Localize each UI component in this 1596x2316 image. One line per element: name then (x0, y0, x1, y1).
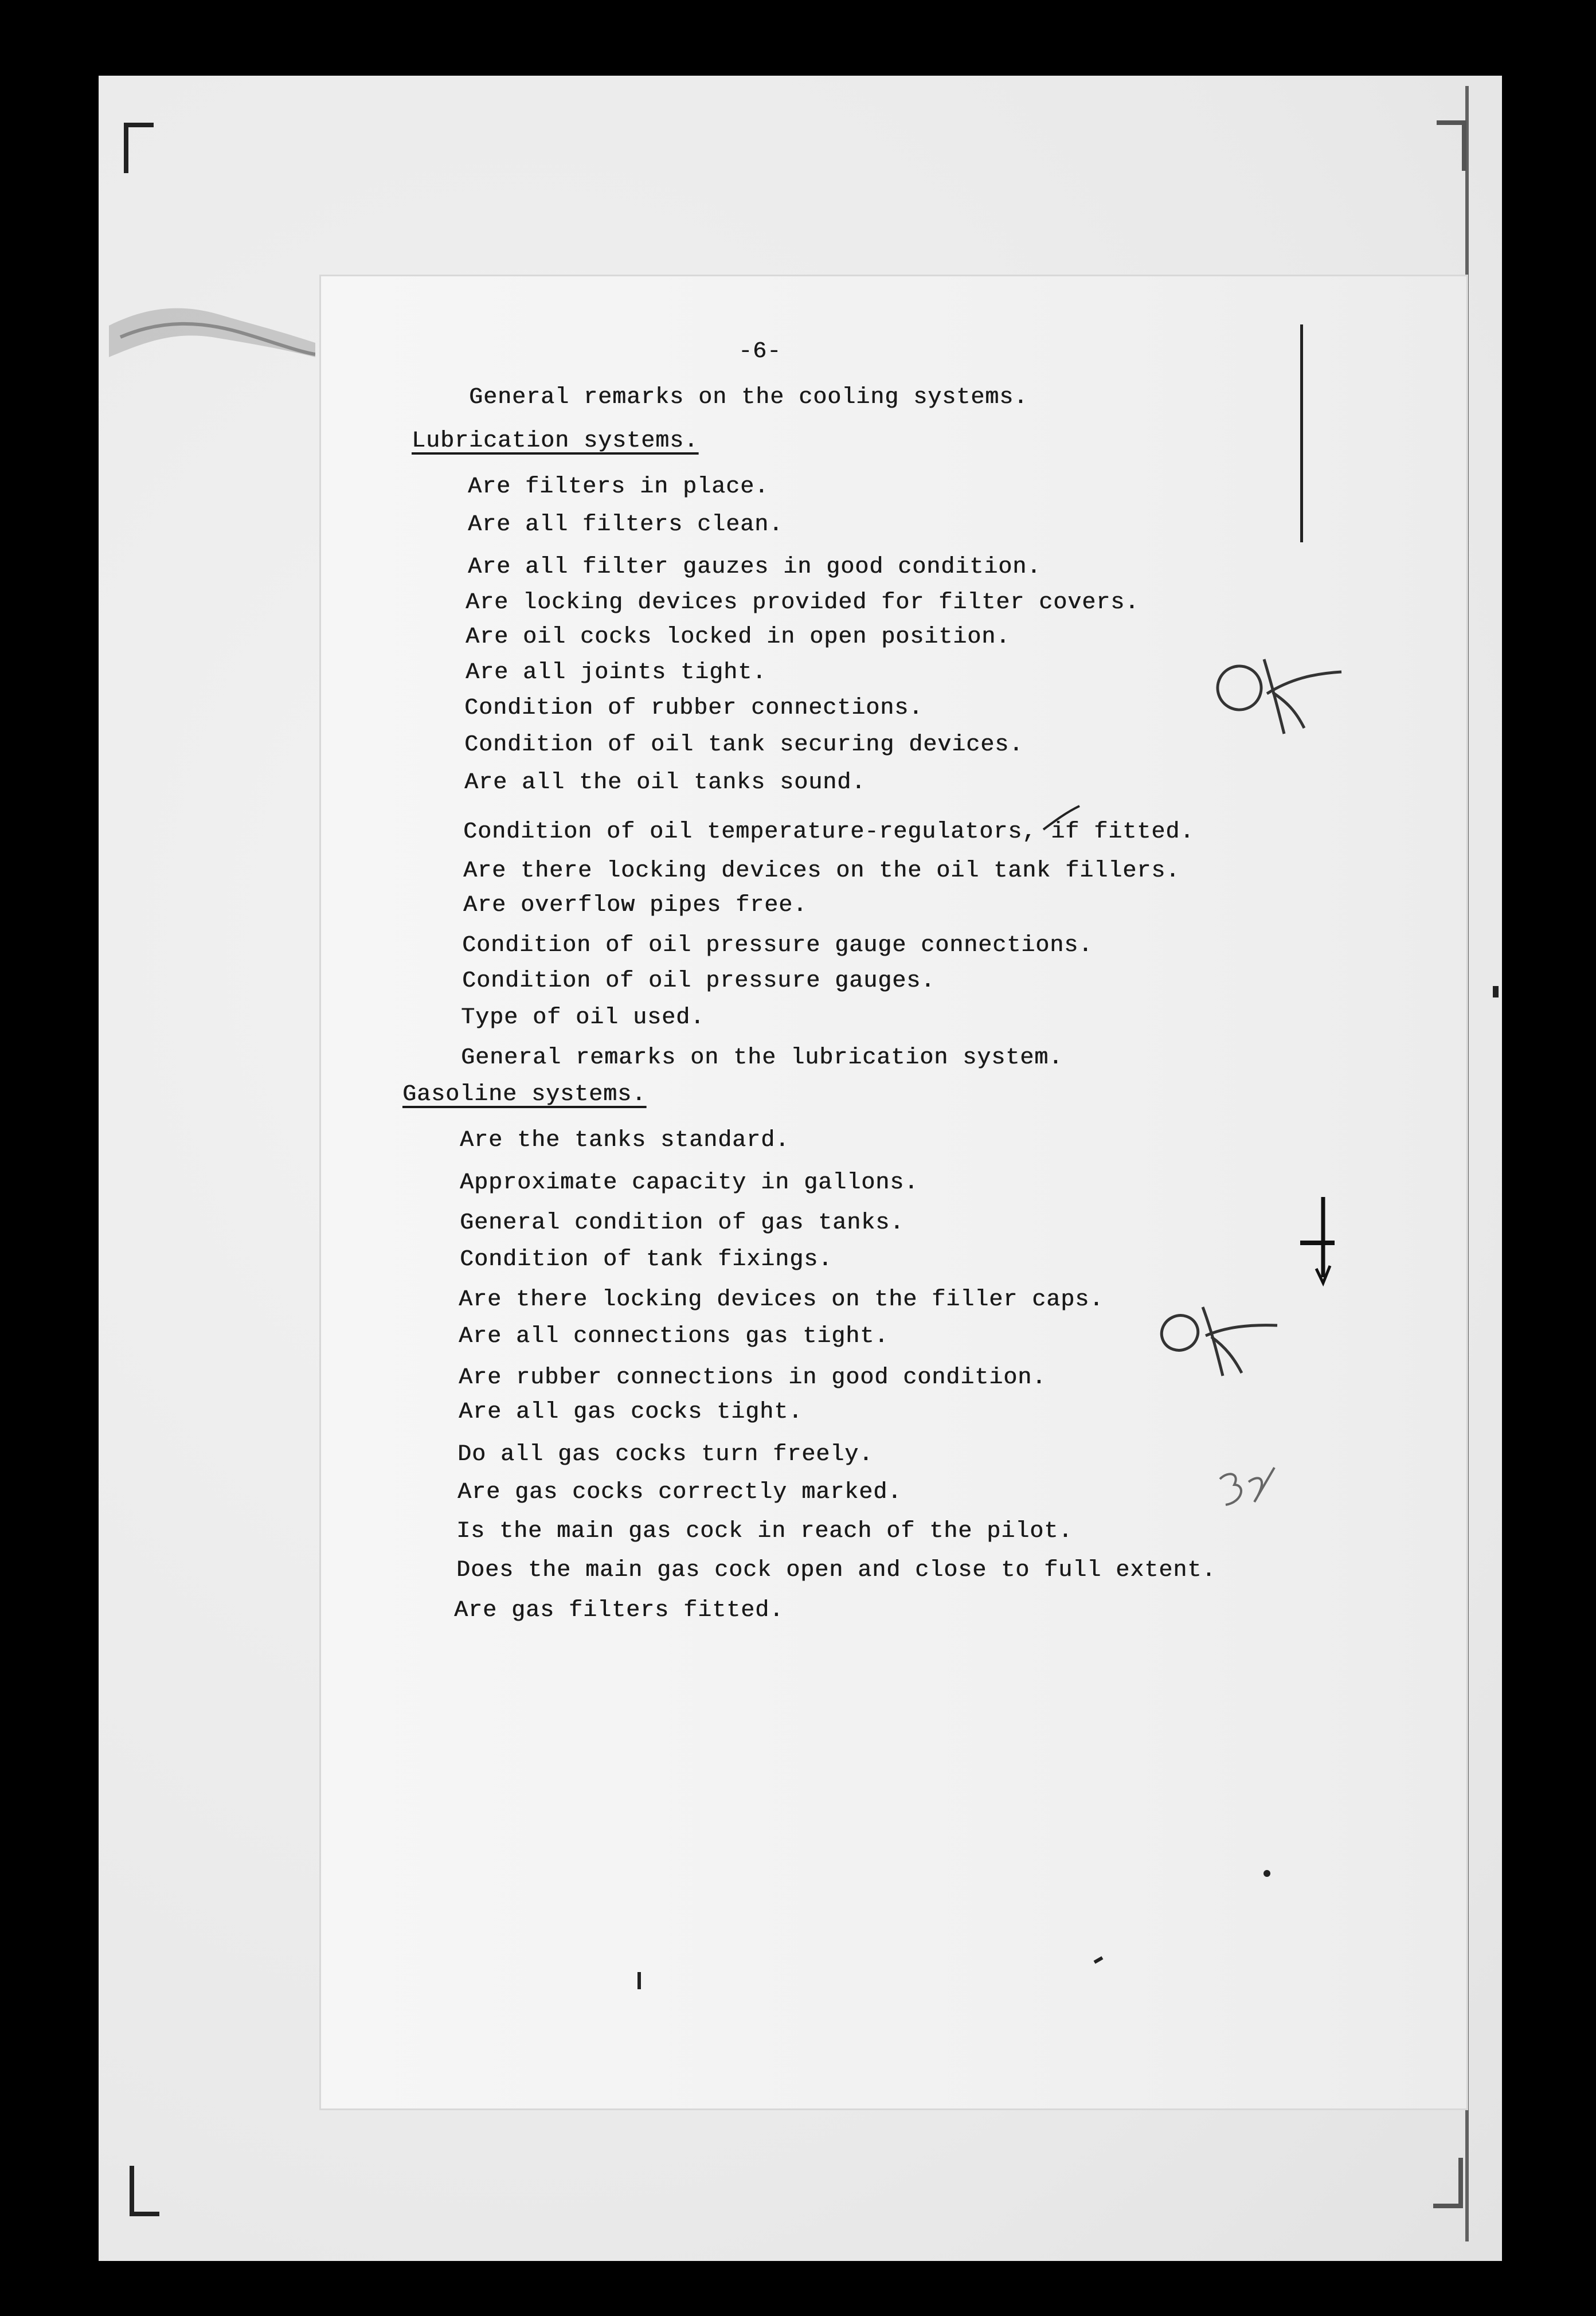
item-lubrication: Condition of oil pressure gauge connections. (462, 933, 1093, 959)
item-lubrication: Type of oil used. (461, 1005, 705, 1031)
item-gasoline: Are gas cocks correctly marked. (457, 1480, 902, 1505)
torn-paper-scrap (109, 303, 315, 366)
section-heading-lubrication: Lubrication systems. (412, 428, 699, 454)
item-gasoline: Are gas filters fitted. (454, 1598, 784, 1623)
handwritten-number-note (1214, 1456, 1277, 1519)
item-lubrication-remarks: General remarks on the lubrication system. (461, 1045, 1063, 1071)
speck (637, 1972, 641, 1989)
margin-bracket-line (1300, 324, 1303, 542)
item-lubrication: Are all filters clean. (468, 512, 784, 538)
crop-mark-top-right (1437, 120, 1466, 171)
crop-mark-bottom-left (130, 2166, 159, 2216)
crop-mark-bottom-right (1433, 2158, 1463, 2208)
handwritten-ok-mark (1210, 648, 1347, 745)
page-number: -6- (738, 339, 782, 365)
check-mark-icon (1040, 804, 1081, 832)
arrow-down-icon (1294, 1197, 1340, 1294)
item-lubrication: Condition of oil tank securing devices. (464, 732, 1024, 758)
item-lubrication: Are there locking devices on the oil tank fillers. (463, 858, 1180, 884)
item-gasoline: Are rubber connections in good condition. (459, 1365, 1047, 1391)
item-gasoline: Do all gas cocks turn freely. (457, 1442, 874, 1468)
item-lubrication: Are all filter gauzes in good condition. (468, 554, 1042, 580)
section-heading-gasoline: Gasoline systems. (402, 1082, 647, 1108)
item-lubrication: Condition of oil pressure gauges. (462, 968, 936, 994)
item-gasoline: Is the main gas cock in reach of the pilot. (456, 1519, 1073, 1544)
item-gasoline: Are the tanks standard. (460, 1128, 790, 1153)
item-gasoline: Are all gas cocks tight. (459, 1399, 803, 1425)
item-lubrication: Are all joints tight. (466, 660, 767, 686)
item-gasoline: Approximate capacity in gallons. (460, 1170, 919, 1196)
item-lubrication: Condition of oil temperature-regulators, if fitted. (463, 819, 1195, 845)
item-lubrication: Are locking devices provided for filter covers. (466, 590, 1140, 616)
item-gasoline: Condition of tank fixings. (460, 1247, 833, 1273)
item-lubrication: Are all the oil tanks sound. (464, 770, 866, 796)
speck (1264, 1870, 1270, 1877)
item-lubrication: Are overflow pipes free. (463, 893, 808, 918)
item-gasoline: General condition of gas tanks. (460, 1210, 905, 1236)
item-lubrication: Are oil cocks locked in open position. (466, 624, 1011, 650)
item-gasoline: Does the main gas cock open and close to full extent. (456, 1558, 1216, 1583)
item-lubrication: Condition of rubber connections. (464, 695, 924, 721)
crop-mark-top-left (124, 123, 154, 173)
item-cooling-remarks: General remarks on the cooling systems. (469, 385, 1028, 410)
item-gasoline: Are all connections gas tight. (459, 1324, 889, 1349)
item-lubrication: Are filters in place. (468, 474, 769, 500)
speck (1493, 986, 1499, 997)
handwritten-ok-mark (1157, 1296, 1283, 1387)
item-gasoline: Are there locking devices on the filler caps. (459, 1287, 1104, 1313)
